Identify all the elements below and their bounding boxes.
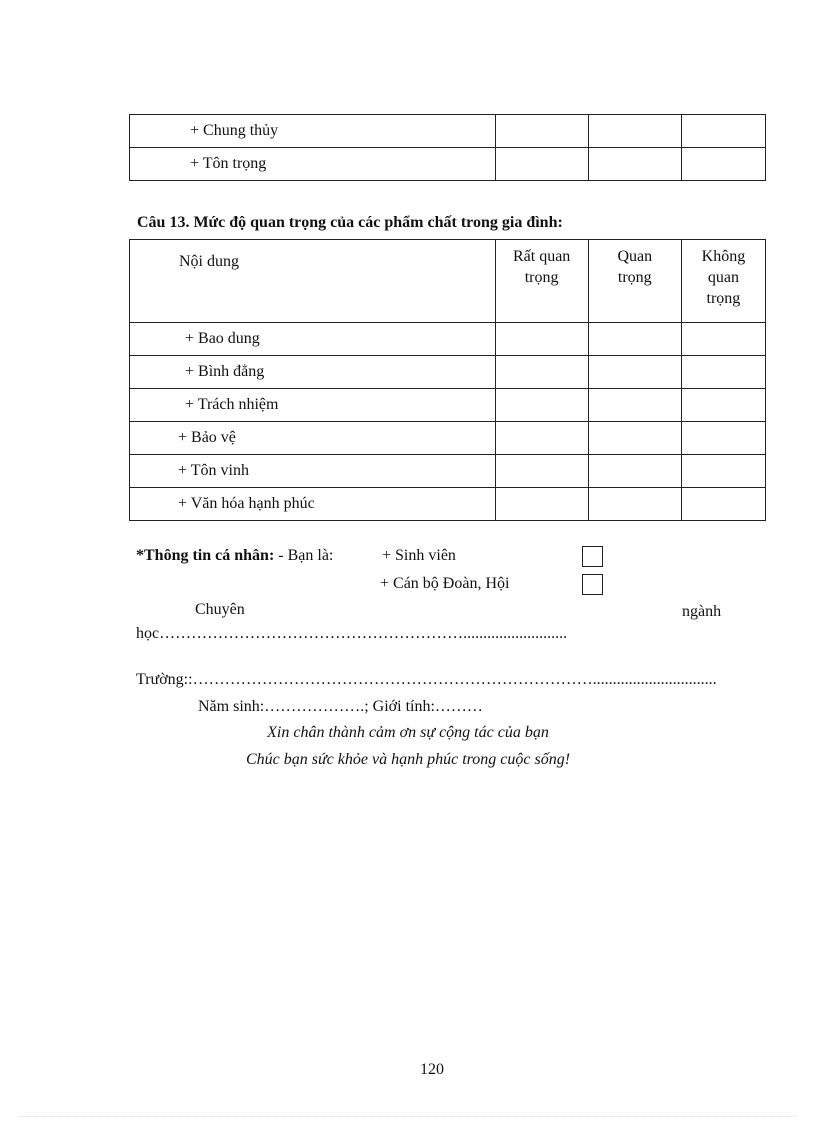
answer-cell[interactable]	[495, 422, 588, 455]
personal-info-heading: *Thông tin cá nhân:	[136, 547, 275, 564]
closing-wishes: Chúc bạn sức khỏe và hạnh phúc trong cuộc sống!	[245, 751, 571, 768]
answer-cell[interactable]	[495, 389, 588, 422]
answer-cell[interactable]	[681, 115, 765, 148]
row-label: + Bao dung	[130, 323, 496, 356]
answer-cell[interactable]	[495, 323, 588, 356]
row-label: + Bảo vệ	[130, 422, 496, 455]
answer-cell[interactable]	[588, 356, 681, 389]
header-text: Không	[701, 248, 746, 265]
school-field[interactable]: Trường::…………………………………………………………………...............................	[136, 671, 717, 688]
header-text: trọng	[617, 269, 652, 286]
row-label: + Trách nhiệm	[130, 389, 496, 422]
header-text: trọng	[524, 269, 559, 286]
header-text: trọng	[706, 290, 741, 307]
birth-gender-field[interactable]: Năm sinh:……………….; Giới tính:………	[198, 698, 483, 715]
answer-cell[interactable]	[495, 115, 588, 148]
answer-cell[interactable]	[495, 488, 588, 521]
answer-cell[interactable]	[588, 389, 681, 422]
student-checkbox[interactable]	[582, 546, 603, 567]
answer-cell[interactable]	[495, 148, 588, 181]
answer-cell[interactable]	[681, 488, 765, 521]
table-row	[130, 488, 766, 521]
row-label: + Tôn trọng	[130, 148, 496, 181]
answer-cell[interactable]	[681, 455, 765, 488]
table-row	[130, 455, 766, 488]
question-13-title: Câu 13. Mức độ quan trọng của các phẩm chất trong gia đình:	[137, 214, 563, 231]
header-text: quan	[707, 269, 739, 286]
answer-cell[interactable]	[681, 356, 765, 389]
answer-cell[interactable]	[588, 323, 681, 356]
header-text: Quan	[617, 248, 653, 265]
table-row	[130, 323, 766, 356]
staff-checkbox[interactable]	[582, 574, 603, 595]
header-content: Nội dung	[130, 240, 496, 323]
survey-table-continued	[129, 114, 766, 181]
major-field[interactable]: học…………………………………………………..........................	[136, 625, 568, 642]
table-row	[130, 356, 766, 389]
option-student-label: + Sinh viên	[382, 547, 456, 564]
table-row	[130, 148, 766, 181]
answer-cell[interactable]	[588, 148, 681, 181]
row-label: + Chung thủy	[130, 115, 496, 148]
major-label-end: ngành	[682, 603, 722, 620]
header-not-important	[681, 240, 765, 323]
answer-cell[interactable]	[495, 455, 588, 488]
answer-cell[interactable]	[681, 323, 765, 356]
answer-cell[interactable]	[588, 455, 681, 488]
table-row	[130, 389, 766, 422]
answer-cell[interactable]	[681, 389, 765, 422]
question-13-table	[129, 239, 766, 521]
answer-cell[interactable]	[588, 488, 681, 521]
major-label-start: Chuyên	[195, 601, 245, 618]
page-number: 120	[420, 1061, 444, 1078]
answer-cell[interactable]	[588, 115, 681, 148]
header-text: Rất quan	[512, 248, 571, 265]
header-important	[588, 240, 681, 323]
table-header-row	[130, 240, 766, 323]
row-label: + Văn hóa hạnh phúc	[130, 488, 496, 521]
closing-thanks: Xin chân thành cảm ơn sự cộng tác của bạn	[267, 724, 549, 741]
answer-cell[interactable]	[588, 422, 681, 455]
header-very-important	[495, 240, 588, 323]
answer-cell[interactable]	[495, 356, 588, 389]
footer-divider	[20, 1116, 796, 1117]
answer-cell[interactable]	[681, 148, 765, 181]
row-label: + Tôn vinh	[130, 455, 496, 488]
table-row	[130, 115, 766, 148]
option-staff-label: + Cán bộ Đoàn, Hội	[380, 575, 510, 592]
answer-cell[interactable]	[681, 422, 765, 455]
table-row	[130, 422, 766, 455]
you-are-label: - Bạn là:	[278, 547, 334, 564]
row-label: + Bình đẳng	[130, 356, 496, 389]
personal-info-heading-line	[136, 545, 333, 567]
